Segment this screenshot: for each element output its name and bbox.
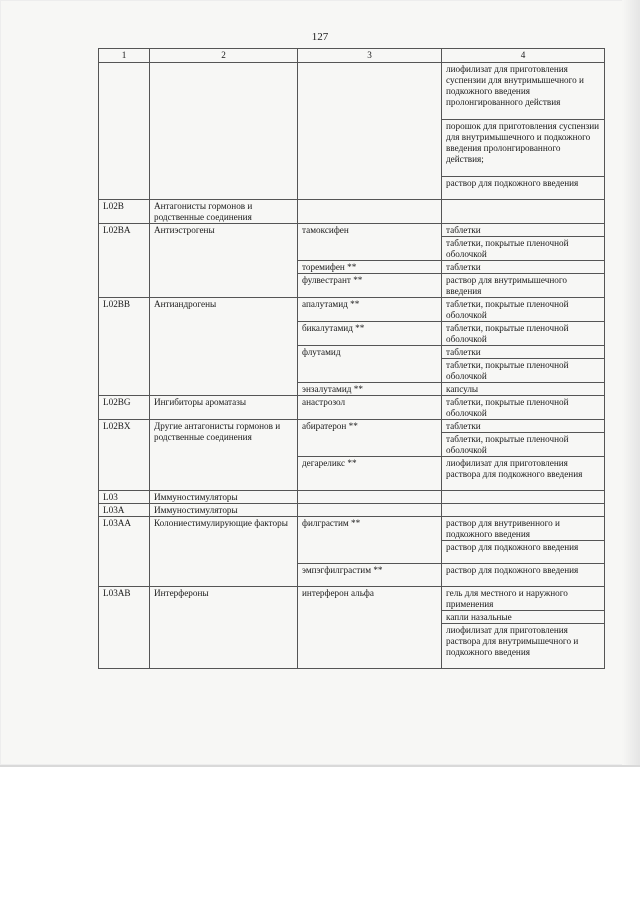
dosage-form: лиофилизат для приготовления раствора для внутримышечного и подкожного введения bbox=[442, 624, 605, 669]
drug-name bbox=[298, 504, 442, 517]
atc-code: L03AB bbox=[99, 587, 150, 669]
dosage-form: таблетки bbox=[442, 261, 605, 274]
dosage-form: капли назальные bbox=[442, 611, 605, 624]
drug-name: энзалутамид ** bbox=[298, 383, 442, 396]
dosage-form: таблетки, покрытые пленочной оболочкой bbox=[442, 359, 605, 383]
atc-code: L03A bbox=[99, 504, 150, 517]
group-name: Антиандрогены bbox=[150, 298, 298, 396]
drug-name: анастрозол bbox=[298, 396, 442, 420]
drug-name: бикалутамид ** bbox=[298, 322, 442, 346]
table-row bbox=[99, 491, 605, 504]
group-name: Ингибиторы ароматазы bbox=[150, 396, 298, 420]
drug-name: торемифен ** bbox=[298, 261, 442, 274]
dosage-form: гель для местного и наружного применения bbox=[442, 587, 605, 611]
drug-name: эмпэгфилграстим ** bbox=[298, 564, 442, 587]
drug-name: интерферон альфа bbox=[298, 587, 442, 669]
dosage-form: раствор для внутривенного и подкожного введения bbox=[442, 517, 605, 541]
dosage-form: раствор для подкожного введения bbox=[442, 541, 605, 564]
group-name: Интерфероны bbox=[150, 587, 298, 669]
table-row bbox=[99, 517, 605, 541]
drug-name: фулвестрант ** bbox=[298, 274, 442, 298]
atc-code: L02BB bbox=[99, 298, 150, 396]
drug-name: абиратерон ** bbox=[298, 420, 442, 457]
header-col-1: 1 bbox=[99, 49, 150, 63]
dosage-form bbox=[442, 504, 605, 517]
dosage-form: таблетки, покрытые пленочной оболочкой bbox=[442, 396, 605, 420]
group-name: Колониестимулирующие факторы bbox=[150, 517, 298, 587]
dosage-form: таблетки bbox=[442, 346, 605, 359]
header-col-4: 4 bbox=[442, 49, 605, 63]
header-col-2: 2 bbox=[150, 49, 298, 63]
scan-edge bbox=[622, 0, 640, 765]
group-name bbox=[150, 63, 298, 200]
group-name: Другие антагонисты гормонов и родственные соединения bbox=[150, 420, 298, 491]
dosage-form: порошок для приготовления суспензии для внутримышечного и подкожного введения пролонгированного действия; bbox=[442, 120, 605, 177]
table-row bbox=[99, 63, 605, 120]
atc-code: L03AA bbox=[99, 517, 150, 587]
header-col-3: 3 bbox=[298, 49, 442, 63]
table-row bbox=[99, 224, 605, 237]
table-row bbox=[99, 200, 605, 224]
dosage-form: раствор для подкожного введения bbox=[442, 177, 605, 200]
drug-name: флутамид bbox=[298, 346, 442, 383]
drug-name: дегареликс ** bbox=[298, 457, 442, 491]
page-number: 127 bbox=[311, 31, 329, 43]
table-row bbox=[99, 396, 605, 420]
table-row bbox=[99, 298, 605, 322]
atc-code: L02B bbox=[99, 200, 150, 224]
dosage-form: таблетки, покрытые пленочной оболочкой bbox=[442, 298, 605, 322]
dosage-form: капсулы bbox=[442, 383, 605, 396]
drug-name bbox=[298, 491, 442, 504]
atc-code bbox=[99, 63, 150, 200]
dosage-form: таблетки, покрытые пленочной оболочкой bbox=[442, 322, 605, 346]
drug-name bbox=[298, 63, 442, 200]
dosage-form bbox=[442, 491, 605, 504]
atc-code: L03 bbox=[99, 491, 150, 504]
group-name: Антиэстрогены bbox=[150, 224, 298, 298]
dosage-form: раствор для внутримышечного введения bbox=[442, 274, 605, 298]
table-row bbox=[99, 420, 605, 433]
dosage-form: лиофилизат для приготовления раствора для подкожного введения bbox=[442, 457, 605, 491]
atc-code: L02BX bbox=[99, 420, 150, 491]
drug-name bbox=[298, 200, 442, 224]
group-name: Антагонисты гормонов и родственные соединения bbox=[150, 200, 298, 224]
drug-table bbox=[98, 48, 605, 669]
dosage-form: лиофилизат для приготовления суспензии для внутримышечного и подкожного введения пролонгированного действия bbox=[442, 63, 605, 120]
header-row bbox=[99, 49, 605, 63]
drug-name: апалутамид ** bbox=[298, 298, 442, 322]
drug-name: тамоксифен bbox=[298, 224, 442, 261]
group-name: Иммуностимуляторы bbox=[150, 491, 298, 504]
group-name: Иммуностимуляторы bbox=[150, 504, 298, 517]
drug-name: филграстим ** bbox=[298, 517, 442, 564]
table-row bbox=[99, 587, 605, 611]
dosage-form: раствор для подкожного введения bbox=[442, 564, 605, 587]
dosage-form: таблетки bbox=[442, 420, 605, 433]
atc-code: L02BA bbox=[99, 224, 150, 298]
atc-code: L02BG bbox=[99, 396, 150, 420]
dosage-form: таблетки, покрытые пленочной оболочкой bbox=[442, 433, 605, 457]
table-row bbox=[99, 504, 605, 517]
dosage-form: таблетки, покрытые пленочной оболочкой bbox=[442, 237, 605, 261]
dosage-form bbox=[442, 200, 605, 224]
dosage-form: таблетки bbox=[442, 224, 605, 237]
